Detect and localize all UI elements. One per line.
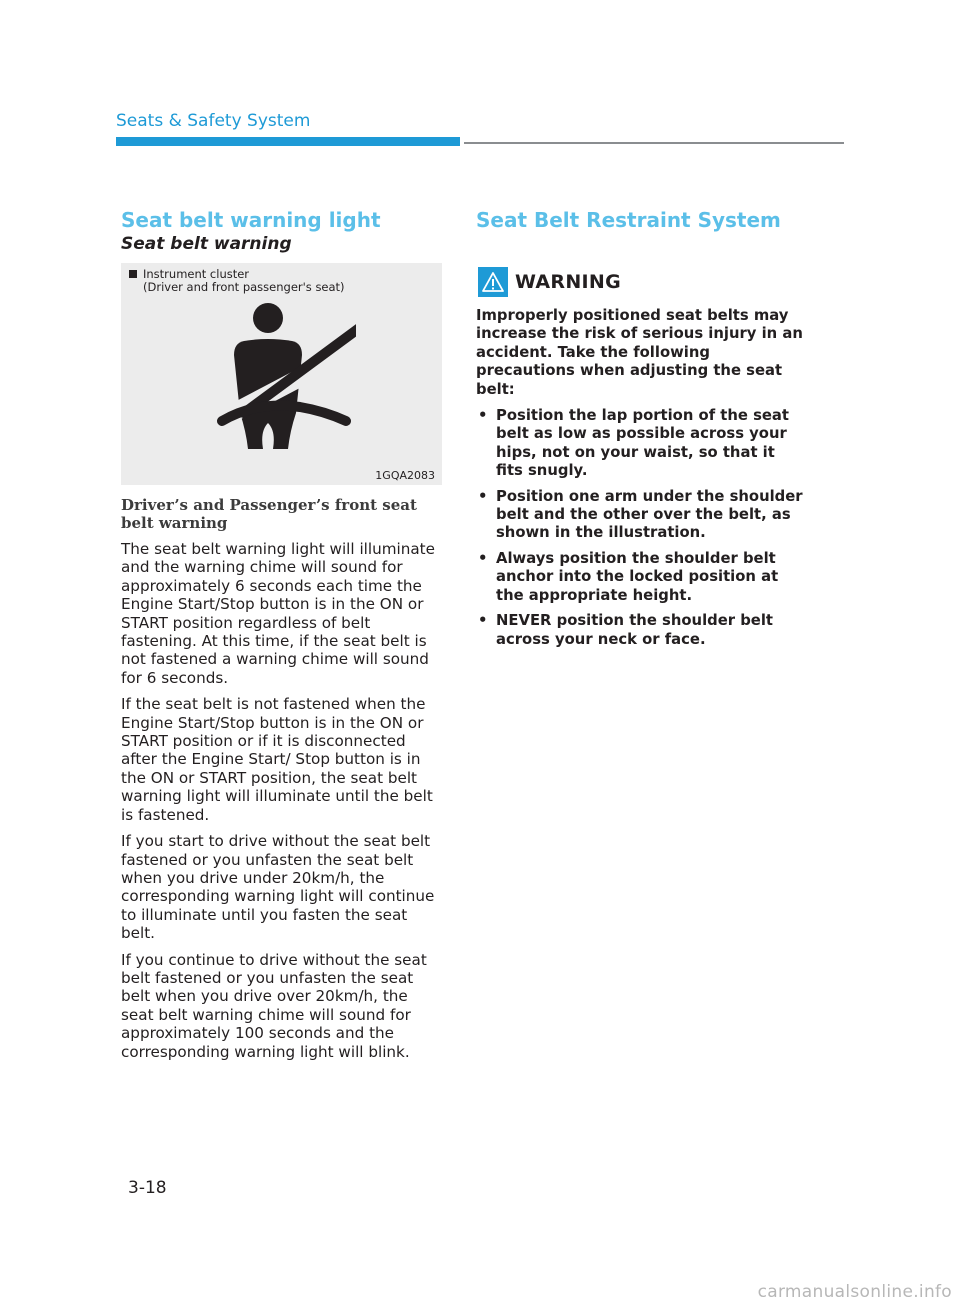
warning-title: WARNING xyxy=(515,271,622,293)
section-heading-seat-belt-warning-light: Seat belt warning light xyxy=(121,208,381,232)
seat-belt-icon xyxy=(216,303,356,453)
figure-caption xyxy=(129,268,345,294)
body-paragraph-3: If you start to drive without the seat belt fastened or you unfasten the seat belt when you drive under 20km/h, the corresponding warning light will continue to illuminate until you fasten the seat belt. xyxy=(121,832,435,943)
warning-triangle-icon xyxy=(478,267,508,297)
header-section-title: Seats & Safety System xyxy=(116,111,311,131)
header-divider-line xyxy=(464,142,844,144)
caption-square-marker xyxy=(129,270,137,278)
figure-caption-line2: (Driver and front passenger's seat) xyxy=(143,280,345,294)
bullet-dot: • xyxy=(478,487,488,505)
body-paragraph-2: If the seat belt is not fastened when the Engine Start/Stop button is in the ON or START position or if it is disconnected after the Engine Start/ Stop button is in the ON or START position, the seat belt warning light will illuminate until the belt is fastened. xyxy=(121,695,433,824)
watermark-link[interactable]: carmanualsonline.info xyxy=(757,1282,952,1302)
warning-item-text: Always position the shoulder belt anchor into the locked position at the appropriate height. xyxy=(496,549,779,604)
body-paragraph-1: The seat belt warning light will illuminate and the warning chime will sound for approximately 6 seconds each time the Engine Start/Stop button is in the ON or START position regardless of belt fastening. At this time, if the seat belt is not fastened a warning chime will sound for 6 seconds. xyxy=(121,540,435,687)
figure-title: Driver’s and Passenger’s front seat belt warning xyxy=(121,496,417,532)
left-column xyxy=(121,207,443,1069)
warning-item-4 xyxy=(476,612,806,649)
page-number: 3-18 xyxy=(128,1178,167,1198)
bullet-dot: • xyxy=(478,612,488,630)
figure-code: 1GQA2083 xyxy=(375,469,435,482)
bullet-dot: • xyxy=(478,549,488,567)
warning-item-2 xyxy=(476,488,806,543)
warning-item-1 xyxy=(476,407,806,481)
body-paragraph-4: If you continue to drive without the seat belt fastened or you unfasten the seat belt when you drive over 20km/h, the seat belt warning chime will sound for approximately 100 seconds and the corresponding warning light will blink. xyxy=(121,950,427,1061)
warning-item-3 xyxy=(476,550,806,605)
right-column xyxy=(476,207,806,656)
bullet-dot: • xyxy=(478,407,488,425)
warning-item-text: NEVER position the shoulder belt across your neck or face. xyxy=(496,612,773,648)
figure-caption-line1: Instrument cluster xyxy=(143,267,250,281)
header-accent-bar xyxy=(116,137,460,146)
warning-list xyxy=(476,407,806,649)
warning-intro: Improperly positioned seat belts may increase the risk of serious injury in an accident. Take the following precautions when adjusting the seat belt: xyxy=(476,307,803,398)
warning-header xyxy=(478,267,806,297)
figure-instrument-cluster xyxy=(121,263,442,485)
warning-item-text: Position one arm under the shoulder belt and the other over the belt, as shown in the illustration. xyxy=(496,487,803,542)
warning-item-text: Position the lap portion of the seat belt as low as possible across your hips, not on your waist, so that it fits snugly. xyxy=(496,407,789,480)
subheading-seat-belt-warning: Seat belt warning xyxy=(121,234,292,254)
section-heading-restraint-system: Seat Belt Restraint System xyxy=(476,208,781,232)
